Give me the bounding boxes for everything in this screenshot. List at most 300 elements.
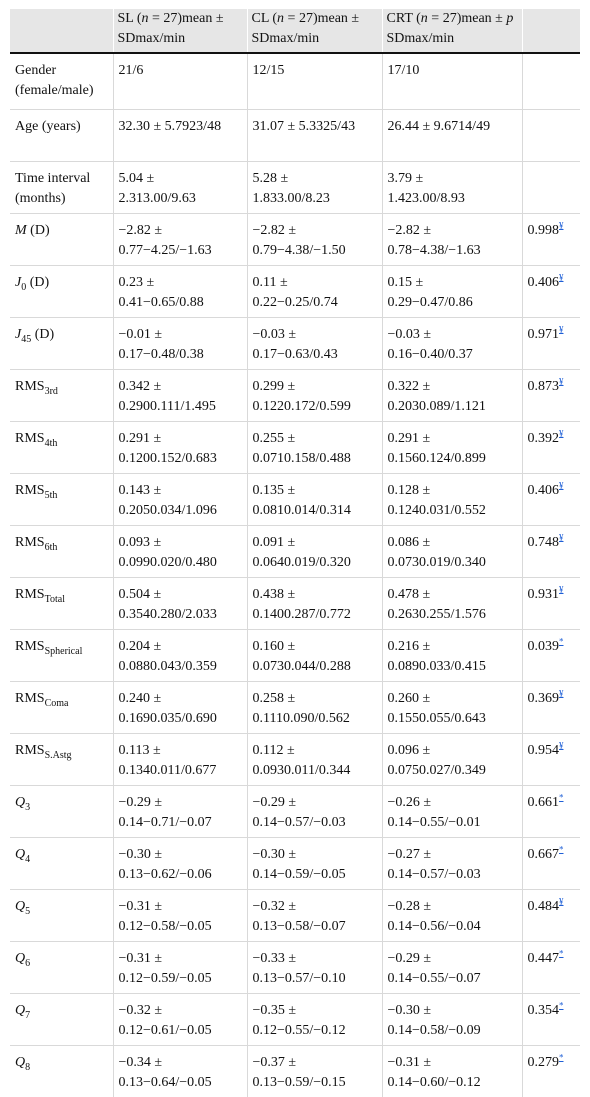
value-cell-sl — [113, 422, 247, 474]
value-mean: −0.37 ± — [253, 1055, 297, 1070]
value-cell-cl — [247, 526, 382, 578]
value-sd-range: 0.0990.020/0.480 — [119, 555, 217, 570]
value-cell-sl — [113, 1046, 247, 1097]
value-mean: 21/6 — [119, 63, 144, 78]
header-sl: SL (n = 27)mean ± SDmax/min — [113, 9, 247, 53]
value-sd-range: 0.16−0.40/0.37 — [388, 347, 473, 362]
value-cell-crt — [382, 838, 522, 890]
value-cell-cl — [247, 682, 382, 734]
p-value: 0.279 — [528, 1055, 560, 1070]
value-mean: 0.216 ± — [388, 639, 431, 654]
row-label — [10, 53, 113, 110]
footnote-link[interactable]: ¥ — [559, 896, 564, 906]
p-value: 0.406 — [528, 483, 560, 498]
row-symbol: Q — [15, 951, 25, 966]
footnote-link[interactable]: ¥ — [559, 324, 564, 334]
value-sd-range: 0.22−0.25/0.74 — [253, 295, 338, 310]
p-value-cell — [522, 890, 580, 942]
table-row — [10, 266, 580, 318]
value-cell-crt — [382, 162, 522, 214]
row-subscript: 3 — [25, 802, 30, 813]
p-value-cell — [522, 734, 580, 786]
footnote-link[interactable]: ¥ — [559, 584, 564, 594]
p-value: 0.369 — [528, 691, 560, 706]
row-label — [10, 318, 113, 370]
row-subscript: Spherical — [45, 646, 83, 657]
value-sd-range: 0.0750.027/0.349 — [388, 763, 486, 778]
table-row — [10, 994, 580, 1046]
value-cell-sl — [113, 526, 247, 578]
value-cell-sl — [113, 318, 247, 370]
row-subscript: S.Astg — [45, 750, 72, 761]
footnote-link[interactable]: ¥ — [559, 220, 564, 230]
value-mean: 0.091 ± — [253, 535, 296, 550]
value-mean: −0.33 ± — [253, 951, 297, 966]
value-mean: −0.28 ± — [388, 899, 432, 914]
value-mean: −0.34 ± — [119, 1055, 163, 1070]
value-cell-cl — [247, 53, 382, 110]
table-row — [10, 838, 580, 890]
value-mean: −0.29 ± — [253, 795, 297, 810]
p-value-cell — [522, 526, 580, 578]
row-label-text: RMS — [15, 743, 45, 758]
row-label-text: Gender — [15, 63, 56, 78]
value-cell-crt — [382, 630, 522, 682]
value-mean: −0.31 ± — [388, 1055, 432, 1070]
p-value-cell — [522, 994, 580, 1046]
row-label — [10, 682, 113, 734]
row-label — [10, 162, 113, 214]
row-label-text: (D) — [31, 327, 54, 342]
value-mean: 0.438 ± — [253, 587, 296, 602]
row-subscript: 0 — [21, 282, 26, 293]
value-cell-sl — [113, 890, 247, 942]
row-label-text: RMS — [15, 587, 45, 602]
row-label — [10, 474, 113, 526]
row-label — [10, 630, 113, 682]
value-mean: 0.291 ± — [388, 431, 431, 446]
p-value-cell — [522, 422, 580, 474]
value-mean: −0.31 ± — [119, 899, 163, 914]
value-sd-range: 0.17−0.48/0.38 — [119, 347, 204, 362]
value-cell-crt — [382, 266, 522, 318]
value-cell-sl — [113, 786, 247, 838]
p-value-cell — [522, 1046, 580, 1097]
header-crt: CRT (n = 27)mean ± p SDmax/min — [382, 9, 522, 53]
row-label-text: RMS — [15, 639, 45, 654]
value-mean: 26.44 ± 9.6714/49 — [388, 119, 491, 134]
row-label — [10, 786, 113, 838]
row-label — [10, 110, 113, 162]
p-value-cell — [522, 942, 580, 994]
value-cell-cl — [247, 370, 382, 422]
row-label-line2: (female/male) — [15, 83, 94, 98]
value-sd-range: 0.2050.034/1.096 — [119, 503, 217, 518]
table-row — [10, 890, 580, 942]
value-cell-crt — [382, 578, 522, 630]
p-value: 0.484 — [528, 899, 560, 914]
value-sd-range: 0.0890.033/0.415 — [388, 659, 486, 674]
footnote-link[interactable]: * — [559, 792, 564, 802]
value-mean: 0.478 ± — [388, 587, 431, 602]
value-cell-sl — [113, 630, 247, 682]
value-mean: −2.82 ± — [388, 223, 432, 238]
value-cell-sl — [113, 942, 247, 994]
value-sd-range: 0.14−0.55/−0.07 — [388, 971, 481, 986]
value-cell-crt — [382, 370, 522, 422]
value-mean: −0.01 ± — [119, 327, 163, 342]
value-cell-crt — [382, 318, 522, 370]
footnote-link[interactable]: * — [559, 948, 564, 958]
value-sd-range: 2.313.00/9.63 — [119, 191, 196, 206]
p-value: 0.931 — [528, 587, 560, 602]
value-mean: 0.160 ± — [253, 639, 296, 654]
value-cell-crt — [382, 1046, 522, 1097]
table-row — [10, 1046, 580, 1097]
table-body — [10, 53, 580, 1097]
p-value: 0.406 — [528, 275, 560, 290]
value-sd-range: 0.1400.287/0.772 — [253, 607, 351, 622]
value-sd-range: 0.12−0.58/−0.05 — [119, 919, 212, 934]
value-mean: −0.30 ± — [119, 847, 163, 862]
row-label-text: RMS — [15, 483, 45, 498]
value-mean: 0.291 ± — [119, 431, 162, 446]
row-label-text: RMS — [15, 431, 45, 446]
footnote-link[interactable]: * — [559, 1052, 564, 1062]
row-symbol: Q — [15, 1003, 25, 1018]
value-mean: 0.093 ± — [119, 535, 162, 550]
value-sd-range: 0.3540.280/2.033 — [119, 607, 217, 622]
value-sd-range: 0.13−0.57/−0.10 — [253, 971, 346, 986]
value-sd-range: 0.1690.035/0.690 — [119, 711, 217, 726]
value-cell-sl — [113, 266, 247, 318]
value-cell-sl — [113, 162, 247, 214]
value-mean: −0.30 ± — [388, 1003, 432, 1018]
value-cell-cl — [247, 110, 382, 162]
p-value: 0.873 — [528, 379, 560, 394]
value-sd-range: 0.79−4.38/−1.50 — [253, 243, 346, 258]
value-cell-crt — [382, 422, 522, 474]
row-subscript: 6th — [45, 542, 58, 553]
header-row — [10, 9, 580, 53]
table-row — [10, 526, 580, 578]
table-row — [10, 162, 580, 214]
value-sd-range: 0.0730.019/0.340 — [388, 555, 486, 570]
value-cell-crt — [382, 682, 522, 734]
value-sd-range: 0.13−0.58/−0.07 — [253, 919, 346, 934]
value-cell-sl — [113, 214, 247, 266]
footnote-link[interactable]: * — [559, 636, 564, 646]
row-symbol: Q — [15, 899, 25, 914]
p-value-cell — [522, 318, 580, 370]
value-mean: −2.82 ± — [119, 223, 163, 238]
p-value: 0.447 — [528, 951, 560, 966]
row-label-text: RMS — [15, 691, 45, 706]
value-mean: −0.35 ± — [253, 1003, 297, 1018]
value-mean: 0.240 ± — [119, 691, 162, 706]
value-sd-range: 0.2030.089/1.121 — [388, 399, 486, 414]
footnote-link[interactable]: ¥ — [559, 532, 564, 542]
value-sd-range: 0.1200.152/0.683 — [119, 451, 217, 466]
table-row — [10, 53, 580, 110]
value-sd-range: 0.1340.011/0.677 — [119, 763, 217, 778]
value-mean: 0.322 ± — [388, 379, 431, 394]
value-cell-sl — [113, 994, 247, 1046]
table-row — [10, 370, 580, 422]
p-value: 0.971 — [528, 327, 560, 342]
p-value-cell — [522, 630, 580, 682]
row-label — [10, 942, 113, 994]
value-sd-range: 0.13−0.62/−0.06 — [119, 867, 212, 882]
row-subscript: 5th — [45, 490, 58, 501]
data-table-container — [10, 9, 580, 1097]
row-label — [10, 890, 113, 942]
table-row — [10, 318, 580, 370]
value-cell-sl — [113, 370, 247, 422]
p-value-cell — [522, 786, 580, 838]
value-cell-sl — [113, 734, 247, 786]
row-label — [10, 526, 113, 578]
row-label — [10, 734, 113, 786]
value-sd-range: 0.2630.255/1.576 — [388, 607, 486, 622]
p-value-cell — [522, 474, 580, 526]
table-row — [10, 474, 580, 526]
value-sd-range: 0.14−0.60/−0.12 — [388, 1075, 481, 1090]
value-sd-range: 0.17−0.63/0.43 — [253, 347, 338, 362]
row-label-text: RMS — [15, 535, 45, 550]
value-mean: 0.143 ± — [119, 483, 162, 498]
row-symbol: J — [15, 327, 21, 342]
row-symbol: M — [15, 223, 27, 238]
value-cell-crt — [382, 474, 522, 526]
value-mean: 0.113 ± — [119, 743, 161, 758]
value-mean: −0.03 ± — [253, 327, 297, 342]
value-cell-sl — [113, 110, 247, 162]
value-sd-range: 0.0880.043/0.359 — [119, 659, 217, 674]
value-mean: 31.07 ± 5.3325/43 — [253, 119, 356, 134]
table-row — [10, 682, 580, 734]
value-cell-sl — [113, 682, 247, 734]
row-symbol: Q — [15, 847, 25, 862]
p-value: 0.661 — [528, 795, 560, 810]
value-sd-range: 0.12−0.55/−0.12 — [253, 1023, 346, 1038]
row-subscript: 7 — [25, 1010, 30, 1021]
value-cell-cl — [247, 422, 382, 474]
value-mean: 0.23 ± — [119, 275, 155, 290]
value-mean: −0.32 ± — [119, 1003, 163, 1018]
value-mean: 3.79 ± — [388, 171, 424, 186]
p-value: 0.039 — [528, 639, 560, 654]
value-cell-crt — [382, 942, 522, 994]
value-cell-cl — [247, 890, 382, 942]
value-sd-range: 0.14−0.71/−0.07 — [119, 815, 212, 830]
value-cell-cl — [247, 1046, 382, 1097]
value-cell-crt — [382, 890, 522, 942]
value-cell-cl — [247, 474, 382, 526]
value-cell-crt — [382, 786, 522, 838]
value-mean: 17/10 — [388, 63, 420, 78]
value-sd-range: 1.423.00/8.93 — [388, 191, 465, 206]
table-row — [10, 214, 580, 266]
value-cell-cl — [247, 162, 382, 214]
p-value: 0.748 — [528, 535, 560, 550]
row-label — [10, 1046, 113, 1097]
value-mean: 0.342 ± — [119, 379, 162, 394]
row-symbol: J — [15, 275, 21, 290]
footnote-link[interactable]: ¥ — [559, 376, 564, 386]
p-value-cell — [522, 266, 580, 318]
value-mean: 0.15 ± — [388, 275, 424, 290]
p-value: 0.998 — [528, 223, 560, 238]
value-cell-cl — [247, 994, 382, 1046]
value-sd-range: 0.0930.011/0.344 — [253, 763, 351, 778]
table-row — [10, 630, 580, 682]
footnote-link[interactable]: ¥ — [559, 480, 564, 490]
header-p-label: p — [506, 11, 513, 26]
p-value-cell — [522, 682, 580, 734]
value-cell-cl — [247, 942, 382, 994]
value-mean: 0.255 ± — [253, 431, 296, 446]
value-cell-crt — [382, 110, 522, 162]
row-label-line2: (months) — [15, 191, 66, 206]
value-sd-range: 0.1110.090/0.562 — [253, 711, 350, 726]
value-mean: 0.096 ± — [388, 743, 431, 758]
value-mean: −0.03 ± — [388, 327, 432, 342]
row-label-text: Age (years) — [15, 119, 81, 134]
footnote-link[interactable]: * — [559, 844, 564, 854]
row-label-text: (D) — [26, 275, 49, 290]
p-value-cell — [522, 214, 580, 266]
row-label — [10, 578, 113, 630]
value-cell-sl — [113, 838, 247, 890]
row-label — [10, 214, 113, 266]
row-label — [10, 838, 113, 890]
value-cell-cl — [247, 838, 382, 890]
row-symbol: Q — [15, 1055, 25, 1070]
footnote-link[interactable]: * — [559, 1000, 564, 1010]
value-mean: 0.135 ± — [253, 483, 296, 498]
value-mean: 0.260 ± — [388, 691, 431, 706]
value-mean: 5.28 ± — [253, 171, 289, 186]
p-value: 0.354 — [528, 1003, 560, 1018]
value-sd-range: 0.1240.031/0.552 — [388, 503, 486, 518]
value-sd-range: 0.29−0.47/0.86 — [388, 295, 473, 310]
p-value: 0.667 — [528, 847, 560, 862]
value-sd-range: 0.14−0.58/−0.09 — [388, 1023, 481, 1038]
value-mean: 0.204 ± — [119, 639, 162, 654]
row-label-text: Time interval — [15, 171, 90, 186]
value-mean: −0.32 ± — [253, 899, 297, 914]
header-cl: CL (n = 27)mean ± SDmax/min — [247, 9, 382, 53]
value-mean: 0.504 ± — [119, 587, 162, 602]
value-cell-sl — [113, 578, 247, 630]
value-cell-crt — [382, 994, 522, 1046]
value-cell-cl — [247, 578, 382, 630]
row-subscript: 8 — [25, 1062, 30, 1073]
value-sd-range: 0.0640.019/0.320 — [253, 555, 351, 570]
comparison-table — [10, 9, 580, 1097]
footnote-link[interactable]: ¥ — [559, 740, 564, 750]
value-mean: 0.128 ± — [388, 483, 431, 498]
table-row — [10, 422, 580, 474]
table-row — [10, 578, 580, 630]
value-cell-cl — [247, 734, 382, 786]
p-value-cell — [522, 162, 580, 214]
table-row — [10, 734, 580, 786]
row-subscript: 6 — [25, 958, 30, 969]
value-cell-crt — [382, 53, 522, 110]
value-cell-crt — [382, 734, 522, 786]
row-label-text: (D) — [27, 223, 50, 238]
value-sd-range: 0.12−0.61/−0.05 — [119, 1023, 212, 1038]
value-sd-range: 0.12−0.59/−0.05 — [119, 971, 212, 986]
value-sd-range: 0.1220.172/0.599 — [253, 399, 351, 414]
header-label-col — [10, 9, 113, 53]
value-mean: 5.04 ± — [119, 171, 155, 186]
value-sd-range: 0.14−0.56/−0.04 — [388, 919, 481, 934]
value-sd-range: 0.14−0.57/−0.03 — [388, 867, 481, 882]
value-mean: −0.30 ± — [253, 847, 297, 862]
value-mean: 0.11 ± — [253, 275, 288, 290]
row-label — [10, 994, 113, 1046]
value-mean: 0.112 ± — [253, 743, 295, 758]
value-mean: 32.30 ± 5.7923/48 — [119, 119, 222, 134]
value-sd-range: 0.0710.158/0.488 — [253, 451, 351, 466]
row-subscript: 3rd — [45, 386, 58, 397]
value-sd-range: 0.13−0.64/−0.05 — [119, 1075, 212, 1090]
value-cell-cl — [247, 630, 382, 682]
value-mean: 0.258 ± — [253, 691, 296, 706]
value-cell-cl — [247, 266, 382, 318]
value-sd-range: 0.0730.044/0.288 — [253, 659, 351, 674]
row-subscript: Total — [45, 594, 65, 605]
value-mean: 0.086 ± — [388, 535, 431, 550]
row-subscript: 45 — [21, 334, 31, 345]
value-mean: 0.299 ± — [253, 379, 296, 394]
value-cell-sl — [113, 474, 247, 526]
value-sd-range: 0.14−0.55/−0.01 — [388, 815, 481, 830]
value-cell-crt — [382, 526, 522, 578]
row-label — [10, 422, 113, 474]
value-mean: −0.29 ± — [388, 951, 432, 966]
footnote-link[interactable]: ¥ — [559, 688, 564, 698]
value-mean: −2.82 ± — [253, 223, 297, 238]
footnote-link[interactable]: ¥ — [559, 428, 564, 438]
value-sd-range: 0.1560.124/0.899 — [388, 451, 486, 466]
row-subscript: Coma — [45, 698, 69, 709]
row-symbol: Q — [15, 795, 25, 810]
row-label — [10, 266, 113, 318]
value-sd-range: 0.13−0.59/−0.15 — [253, 1075, 346, 1090]
table-row — [10, 110, 580, 162]
value-sd-range: 0.14−0.57/−0.03 — [253, 815, 346, 830]
value-mean: −0.27 ± — [388, 847, 432, 862]
row-subscript: 4th — [45, 438, 58, 449]
value-cell-sl — [113, 53, 247, 110]
value-cell-cl — [247, 786, 382, 838]
value-mean: −0.29 ± — [119, 795, 163, 810]
value-sd-range: 0.14−0.59/−0.05 — [253, 867, 346, 882]
row-label — [10, 370, 113, 422]
value-mean: 12/15 — [253, 63, 285, 78]
value-sd-range: 0.0810.014/0.314 — [253, 503, 351, 518]
row-subscript: 4 — [25, 854, 30, 865]
value-sd-range: 1.833.00/8.23 — [253, 191, 330, 206]
p-value-cell — [522, 53, 580, 110]
footnote-link[interactable]: ¥ — [559, 272, 564, 282]
value-sd-range: 0.1550.055/0.643 — [388, 711, 486, 726]
value-sd-range: 0.41−0.65/0.88 — [119, 295, 204, 310]
